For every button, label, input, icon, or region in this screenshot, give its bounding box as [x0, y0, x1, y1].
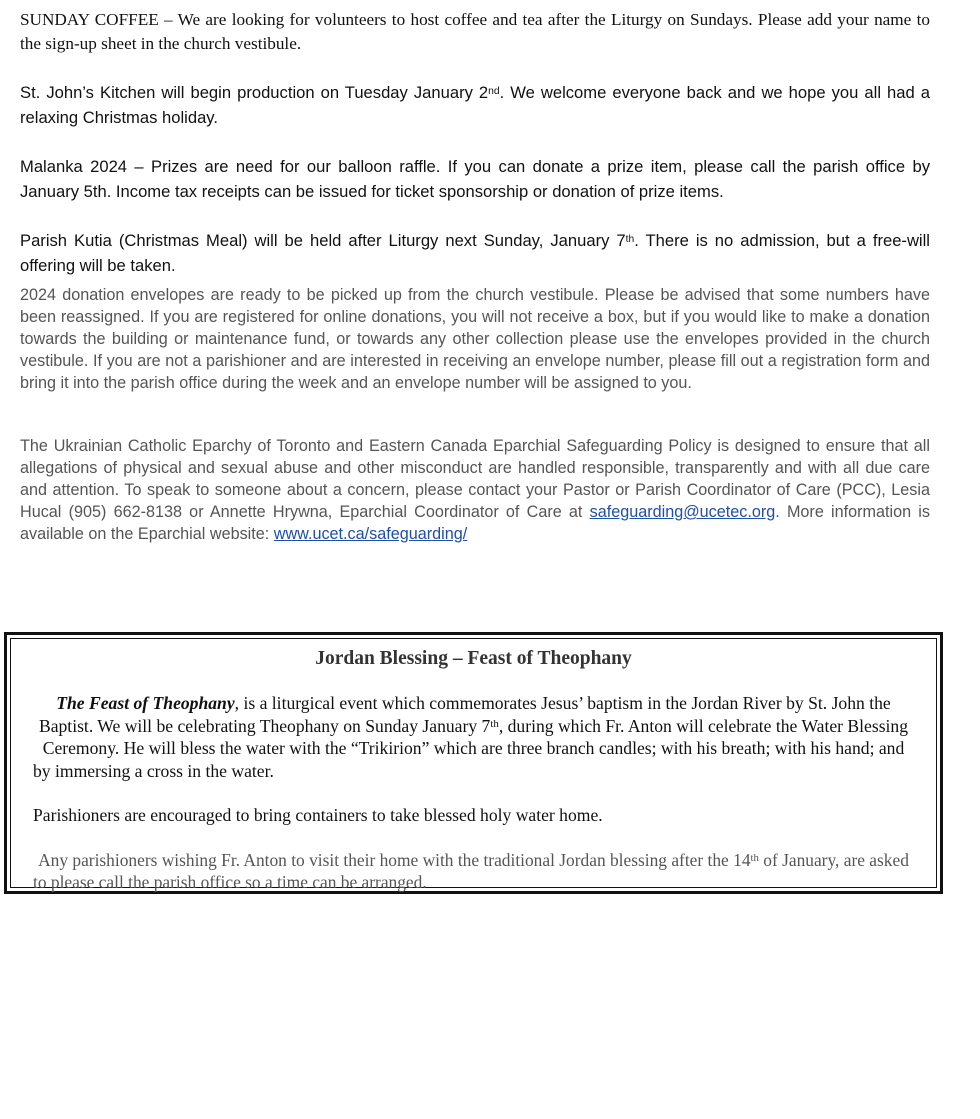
- safeguarding-notice: [20, 435, 930, 545]
- safeguarding-text-mid: . More information is available on the Eparchial website:: [20, 503, 930, 543]
- kutia-text: Parish Kutia (Christmas Meal) will be held after Liturgy next Sunday, January 7: [20, 231, 626, 250]
- kutia-notice: [20, 228, 930, 278]
- home-blessing-text: Any parishioners wishing Fr. Anton to visit their home with the traditional Jordan blessing after the 14: [38, 849, 751, 870]
- safeguarding-website-link[interactable]: www.ucet.ca/safeguarding/: [273, 525, 468, 543]
- safeguarding-email-link[interactable]: safeguarding@ucetec.org: [589, 503, 776, 521]
- bulletin-page: [20, 8, 930, 545]
- safeguarding-text: The Ukrainian Catholic Eparchy of Toronto and Eastern Canada Eparchial Safeguarding Policy is designed to ensure that all allegations of physical and sexual abuse and other misconduct are handled responsible, transparently and with all due care and attention. To speak to someone about a concern, please contact your Pastor or Parish Coordinator of Care (PCC), Lesia Hucal (905) 662-8138 or Annette Hrywna, Eparchial Coordinator of Care at: [20, 437, 930, 521]
- home-blessing-notice: [33, 849, 914, 893]
- kitchen-text-end: . We welcome everyone back and we hope you all had a relaxing Christmas holiday.: [20, 83, 930, 127]
- kitchen-notice: [20, 80, 930, 130]
- jordan-blessing-inner: [10, 638, 937, 892]
- theophany-text: , is a liturgical event which commemorates Jesus’ baptism in the Jordan River by St. John the Baptist. We will be celebrating Theophany on Sunday January 7: [38, 693, 891, 736]
- kitchen-superscript: nd: [488, 85, 500, 97]
- jordan-blessing-title: Jordan Blessing – Feast of Theophany: [315, 648, 632, 669]
- jordan-blessing-box: [4, 632, 943, 894]
- theophany-feast-name: The Feast of Theophany: [56, 693, 235, 713]
- kutia-superscript: th: [625, 233, 635, 245]
- theophany-text-end: , during which Fr. Anton will celebrate the Water Blessing Ceremony. He will bless the water with the “Trikirion” which are three branch candles; with his breath; with his hand; and by immersing a cross in the water.: [33, 715, 909, 781]
- kitchen-text: St. John’s Kitchen will begin production on Tuesday January 2: [20, 83, 489, 102]
- home-blessing-superscript: th: [750, 852, 759, 865]
- envelopes-notice: 2024 donation envelopes are ready to be picked up from the church vestibule. Please be advised that some numbers have been reassigned. If you are registered for online donations, you will not receive a box, but if you would like to make a donation towards the building or maintenance fund, or towards any other collection please use the envelopes provided in the church vestibule. If you are not a parishioner and are interested in receiving an envelope number, please fill out a registration form and bring it into the parish office during the week and an envelope number will be assigned to you.: [20, 286, 930, 392]
- malanka-notice: Malanka 2024 – Prizes are need for our balloon raffle. If you can donate a prize item, please call the parish office by January 5th. Income tax receipts can be issued for ticket sponsorship or donation of prize items.: [20, 157, 930, 201]
- theophany-description: [33, 692, 914, 782]
- theophany-superscript: th: [490, 718, 499, 731]
- holy-water-notice: Parishioners are encouraged to bring containers to take blessed holy water home.: [33, 805, 603, 825]
- kutia-text-end: . There is no admission, but a free-will offering will be taken.: [20, 231, 930, 275]
- sunday-coffee-notice: SUNDAY COFFEE – We are looking for volunteers to host coffee and tea after the Liturgy on Sundays. Please add your name to the sign-up sheet in the church vestibule.: [20, 10, 930, 53]
- home-blessing-text-end: of January, are asked to please call the parish office so a time can be arranged.: [33, 849, 909, 892]
